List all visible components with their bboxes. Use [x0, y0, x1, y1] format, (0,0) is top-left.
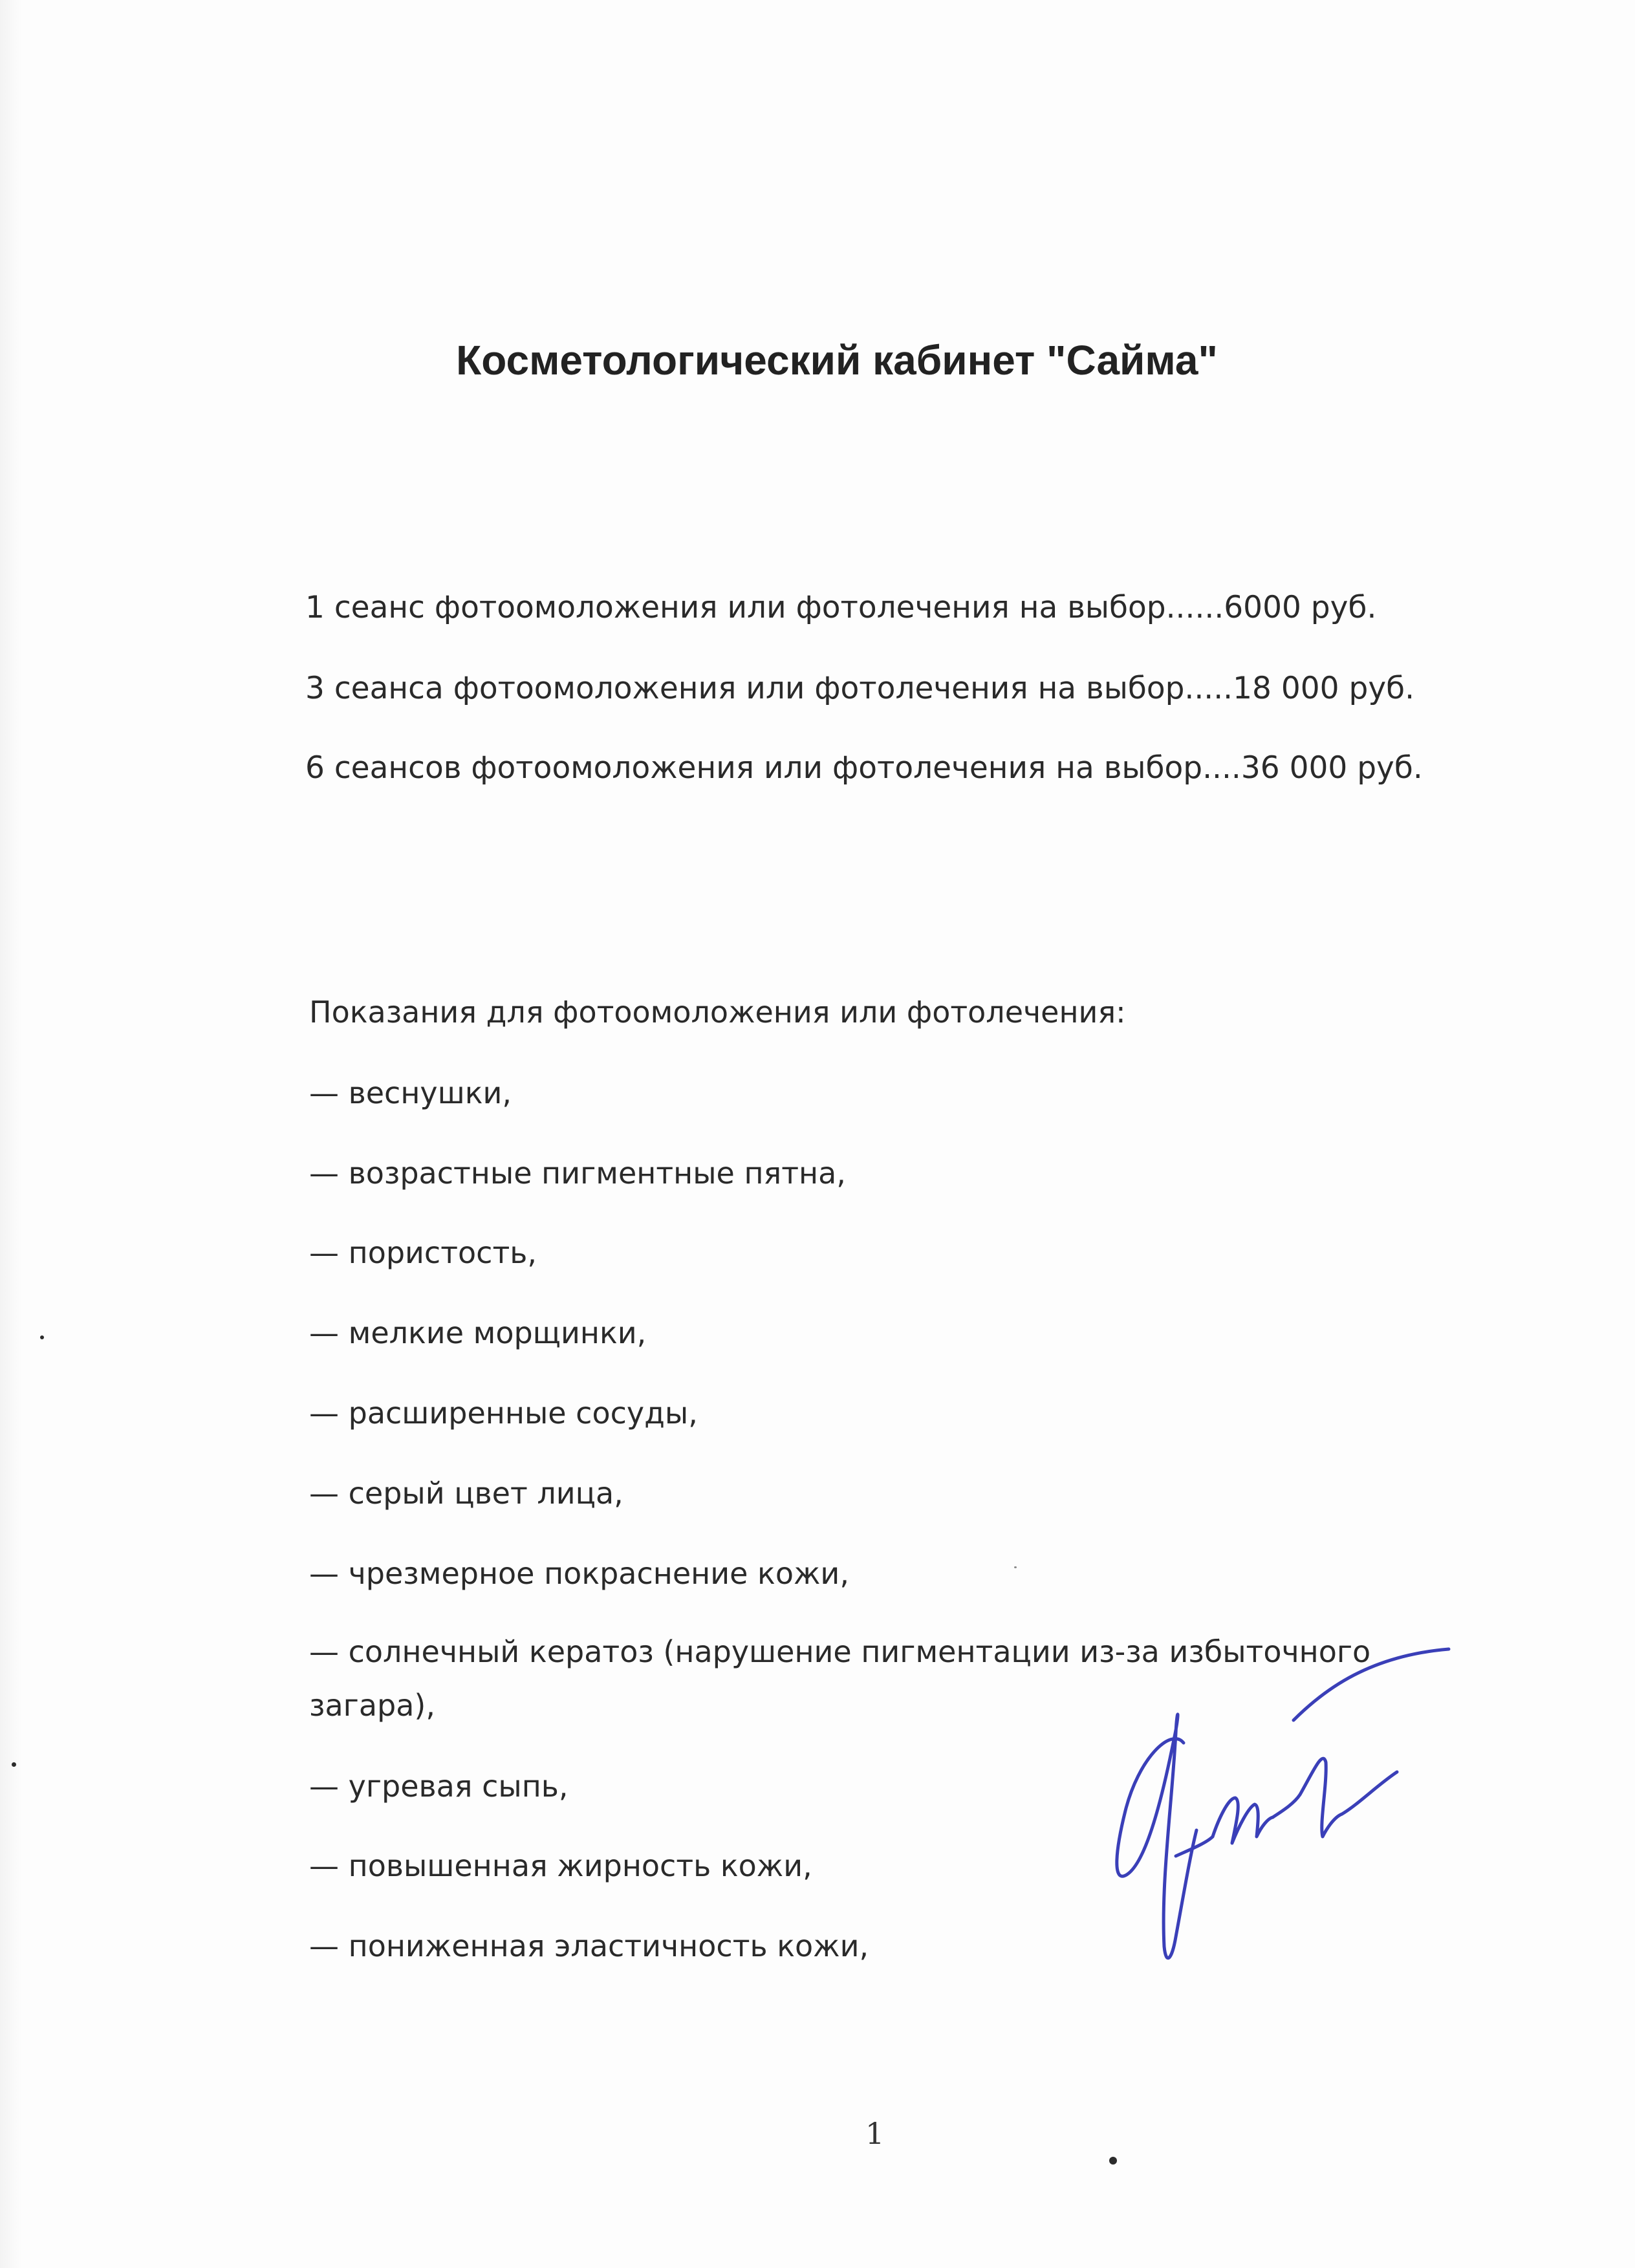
page-number: 1	[865, 2116, 885, 2151]
indication-item: — возрастные пигментные пятна,	[309, 1156, 846, 1191]
indications-heading: Показания для фотоомоложения или фотолечения:	[309, 995, 1126, 1030]
indication-item-continuation: загара),	[309, 1688, 435, 1723]
indication-item: — повышенная жирность кожи,	[309, 1848, 812, 1883]
scan-speck	[40, 1335, 44, 1339]
indication-item: — веснушки,	[309, 1075, 512, 1110]
indication-item: — расширенные сосуды,	[309, 1396, 698, 1431]
price-line-3: 3 сеанса фотоомоложения или фотолечения на выбор.....18 000 руб.	[305, 671, 1415, 706]
indication-item: — пористость,	[309, 1235, 537, 1270]
indication-item: — солнечный кератоз (нарушение пигментации из-за избыточного	[309, 1634, 1371, 1669]
price-line-6: 6 сеансов фотоомоложения или фотолечения на выбор....36 000 руб.	[305, 750, 1423, 786]
indication-item: — мелкие морщинки,	[309, 1315, 647, 1350]
price-line-1: 1 сеанс фотоомоложения или фотолечения на выбор......6000 руб.	[305, 590, 1377, 625]
indication-item: — серый цвет лица,	[309, 1476, 623, 1511]
scan-speck	[1014, 1566, 1017, 1568]
indication-item: — пониженная эластичность кожи,	[309, 1928, 869, 1963]
scan-speck	[1109, 2157, 1117, 2165]
handwritten-signature	[1099, 1643, 1462, 1979]
scan-speck	[12, 1762, 16, 1767]
indication-item: — угревая сыпь,	[309, 1769, 568, 1804]
indication-item: — чрезмерное покраснение кожи,	[309, 1556, 849, 1591]
document-title: Косметологический кабинет "Сайма"	[456, 337, 1218, 383]
